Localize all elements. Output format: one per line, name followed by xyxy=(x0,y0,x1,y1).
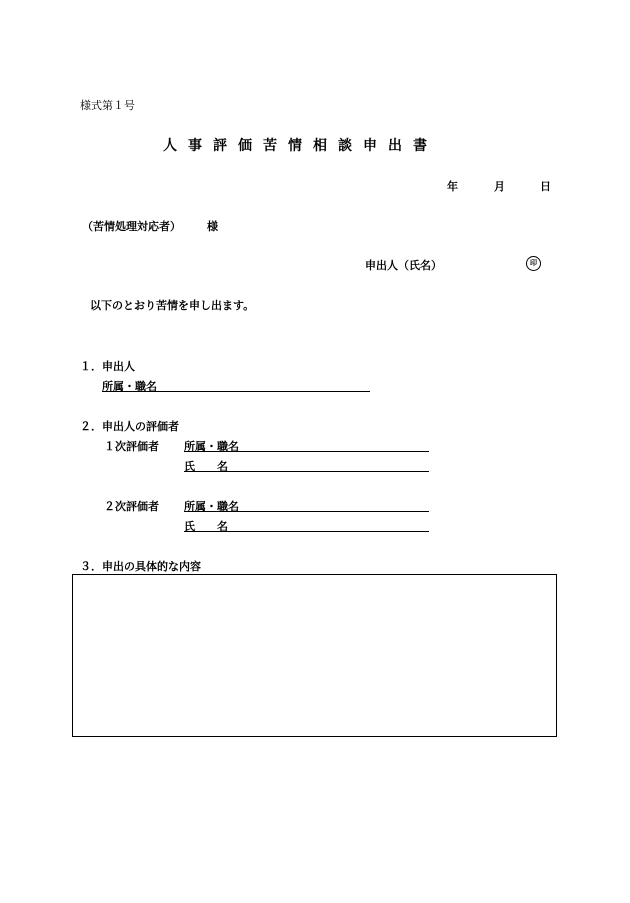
first-evaluator-label: １次評価者 xyxy=(104,440,159,453)
date-month-label: 月 xyxy=(494,180,505,193)
date-day-label: 日 xyxy=(540,180,551,193)
date-year-label: 年 xyxy=(447,180,458,193)
second-evaluator-name-line[interactable] xyxy=(184,531,429,532)
document-title: 人事評価苦情相談申出書 xyxy=(163,138,438,154)
second-evaluator-affiliation-label: 所属・職名 xyxy=(184,500,239,513)
addressee-honorific: 様 xyxy=(207,220,218,233)
section1-heading: １．申出人 xyxy=(80,360,135,373)
first-evaluator-affiliation-label: 所属・職名 xyxy=(184,440,239,453)
first-evaluator-name-label: 氏 名 xyxy=(184,460,228,473)
section2-heading: ２．申出人の評価者 xyxy=(80,420,179,433)
second-evaluator-name-label: 氏 名 xyxy=(184,520,228,533)
applicant-name-label: 申出人（氏名） xyxy=(365,259,442,272)
second-evaluator-affiliation-line[interactable] xyxy=(184,511,429,512)
applicant-affiliation-label: 所属・職名 xyxy=(102,380,157,393)
addressee-label: （苦情処理対応者） xyxy=(82,220,181,233)
complaint-details-box[interactable] xyxy=(72,574,557,737)
first-evaluator-affiliation-line[interactable] xyxy=(184,451,429,452)
applicant-affiliation-line[interactable] xyxy=(102,391,370,392)
first-evaluator-name-line[interactable] xyxy=(184,471,429,472)
intro-text: 以下のとおり苦情を申し出ます。 xyxy=(90,299,255,312)
section3-heading: ３．申出の具体的な内容 xyxy=(80,560,201,573)
form-number: 様式第１号 xyxy=(80,99,135,112)
second-evaluator-label: ２次評価者 xyxy=(104,500,159,513)
seal-mark: 印 xyxy=(526,256,541,271)
